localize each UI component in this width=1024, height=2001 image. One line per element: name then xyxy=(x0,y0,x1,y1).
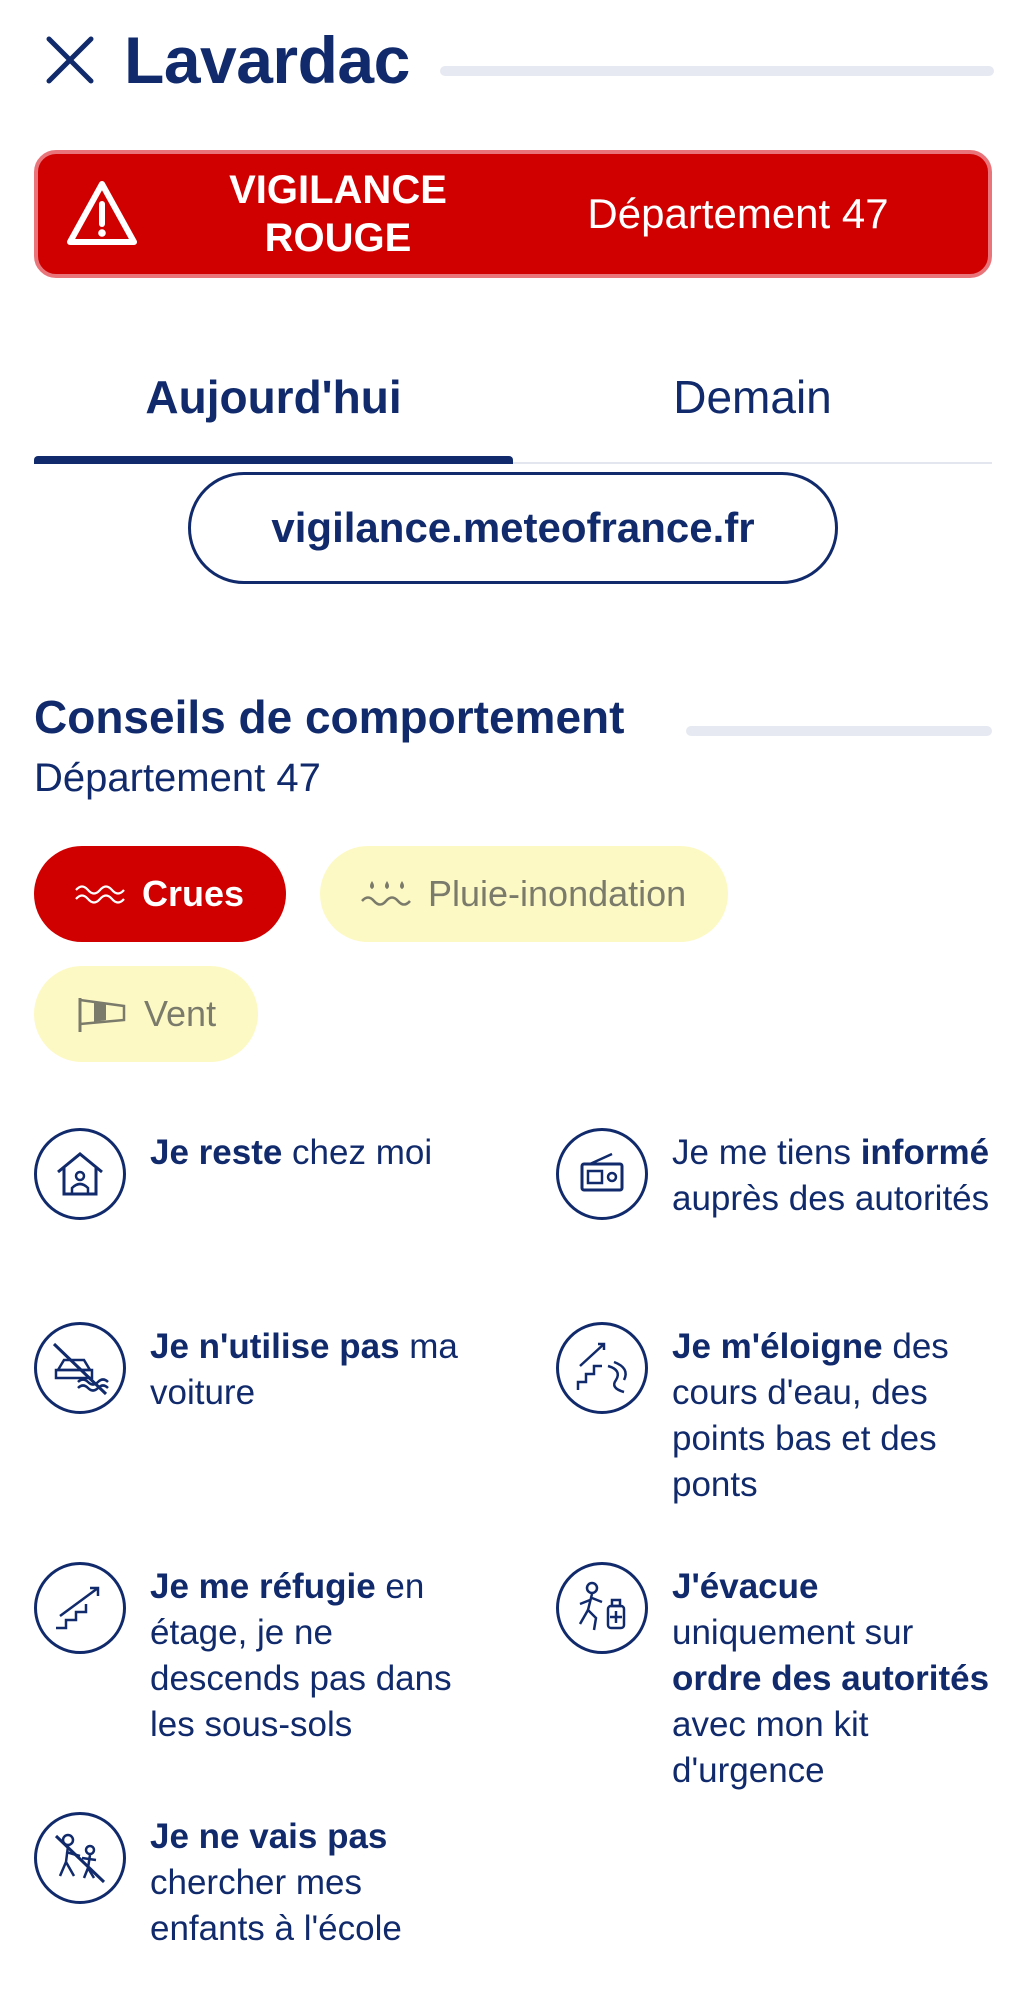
advice-no-car xyxy=(34,1322,484,1416)
advice-icon-wrap xyxy=(556,1562,648,1654)
advice-bold: Je n'utilise pas xyxy=(150,1327,400,1366)
advice-icon-wrap xyxy=(34,1562,126,1654)
advice-stay-informed xyxy=(556,1128,1006,1222)
chip-label: Vent xyxy=(144,993,217,1034)
advice-rest: auprès des autorités xyxy=(672,1179,990,1218)
advice-icon-wrap xyxy=(556,1322,648,1414)
waves-icon xyxy=(74,881,128,907)
evacuate-icon xyxy=(570,1576,634,1640)
windsock-icon xyxy=(74,994,130,1034)
advice-text xyxy=(150,1814,484,1952)
advice-text xyxy=(672,1564,1006,1794)
alert-department: Département 47 xyxy=(587,190,889,237)
advice-text xyxy=(672,1130,1006,1222)
advice-rest: des cours d'eau, des points bas et des ponts xyxy=(672,1327,949,1504)
chip-label: Pluie-inondation xyxy=(428,873,687,914)
section-subtitle: Département 47 xyxy=(34,756,321,800)
advice-away-from-water xyxy=(556,1322,1006,1508)
warning-icon xyxy=(66,178,138,250)
advice-no-school-pickup xyxy=(34,1812,484,1952)
house-icon xyxy=(50,1144,110,1204)
chip-label: Crues xyxy=(142,873,245,914)
advice-icon-wrap xyxy=(34,1322,126,1414)
alert-level-line1: VIGILANCE xyxy=(229,168,447,212)
advice-rest: chercher mes enfants à l'école xyxy=(150,1863,402,1948)
radio-icon xyxy=(572,1144,632,1204)
advice-text xyxy=(150,1130,432,1176)
section-title: Conseils de comportement xyxy=(34,691,625,743)
advice-rest: uniquement sur xyxy=(672,1613,914,1652)
advice-bold-2: ordre des autorités xyxy=(672,1659,990,1698)
title-divider xyxy=(440,66,994,76)
advice-bold: Je reste xyxy=(150,1133,283,1172)
advice-bold: J'évacue xyxy=(672,1567,819,1606)
chip-pluie-inondation[interactable] xyxy=(320,846,728,942)
close-icon xyxy=(43,33,97,87)
advice-bold: informé xyxy=(860,1133,990,1172)
away-from-water-icon xyxy=(570,1336,634,1400)
advice-bold: Je m'éloigne xyxy=(672,1327,883,1366)
header xyxy=(34,20,994,100)
advice-text xyxy=(672,1324,1006,1508)
stairs-up-icon xyxy=(48,1576,112,1640)
advice-rest: chez moi xyxy=(282,1133,433,1172)
advice-evacuate xyxy=(556,1562,1006,1794)
advice-prefix: Je me tiens xyxy=(672,1133,861,1172)
advice-rest-2: avec mon kit d'urgence xyxy=(672,1705,869,1790)
advice-text xyxy=(150,1564,484,1748)
chip-crues[interactable] xyxy=(34,846,286,942)
alert-level-line2: ROUGE xyxy=(264,216,412,260)
section-divider xyxy=(686,726,992,736)
day-tabs xyxy=(34,340,992,464)
advice-rest: ma voiture xyxy=(150,1327,458,1412)
advice-icon-wrap xyxy=(556,1128,648,1220)
advice-icon-wrap xyxy=(34,1128,126,1220)
chip-vent[interactable] xyxy=(34,966,258,1062)
tab-tomorrow[interactable]: Demain xyxy=(673,371,832,423)
close-button[interactable] xyxy=(38,28,102,92)
advice-bold: Je me réfugie xyxy=(150,1567,376,1606)
vigilance-website-link[interactable]: vigilance.meteofrance.fr xyxy=(188,472,838,584)
alert-level xyxy=(178,166,498,262)
advice-rest: en étage, je ne descends pas dans les sous-sols xyxy=(150,1567,452,1744)
no-car-icon xyxy=(48,1336,112,1400)
advice-stay-home xyxy=(34,1128,484,1220)
advice-text xyxy=(150,1324,484,1416)
tab-today[interactable]: Aujourd'hui xyxy=(34,340,513,462)
vigilance-alert-banner[interactable] xyxy=(34,150,992,278)
no-school-pickup-icon xyxy=(48,1826,112,1890)
advice-go-upstairs xyxy=(34,1562,484,1748)
rain-flood-icon xyxy=(360,877,414,911)
advice-icon-wrap xyxy=(34,1812,126,1904)
page-title: Lavardac xyxy=(124,23,410,97)
advice-bold: Je ne vais pas xyxy=(150,1817,388,1856)
